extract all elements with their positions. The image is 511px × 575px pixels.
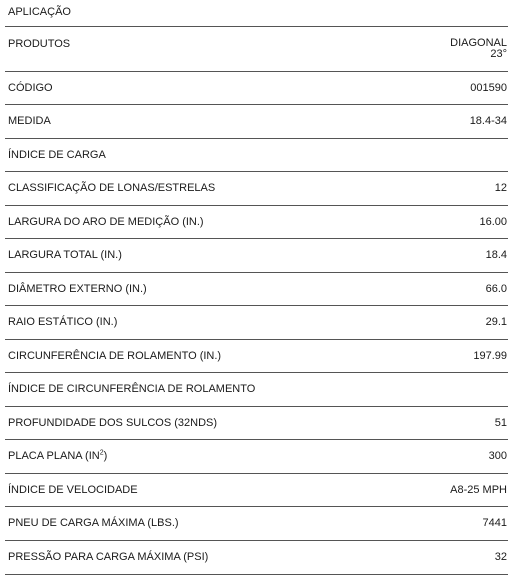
spec-value: 18.4 (485, 249, 507, 261)
spec-row-circunferencia-rolamento (5, 340, 508, 373)
spec-label: PRESSÃO PARA CARGA MÁXIMA (PSI) (8, 551, 209, 563)
spec-row-codigo (5, 72, 508, 105)
spec-value: 51 (494, 417, 507, 429)
spec-label: PROFUNDIDADE DOS SULCOS (32NDS) (8, 417, 218, 429)
spec-row-diametro-externo (5, 273, 508, 306)
spec-label: DIÂMETRO EXTERNO (IN.) (8, 283, 147, 295)
spec-row-pneu-carga-maxima (5, 507, 508, 541)
spec-label-superscript: 2 (99, 449, 104, 457)
spec-row-medida (5, 105, 508, 139)
spec-label: RAIO ESTÁTICO (IN.) (8, 316, 118, 328)
spec-row-placa-plana (5, 440, 508, 474)
spec-value: 66.0 (485, 283, 507, 295)
spec-label: ÍNDICE DE CIRCUNFERÊNCIA DE ROLAMENTO (8, 383, 256, 395)
spec-value: 001590 (470, 82, 507, 94)
spec-label: LARGURA TOTAL (IN.) (8, 249, 122, 261)
spec-label: CIRCUNFERÊNCIA DE ROLAMENTO (IN.) (8, 350, 222, 362)
spec-value: 16.00 (479, 216, 507, 228)
spec-label: CÓDIGO (8, 82, 53, 94)
spec-value: 7441 (482, 517, 507, 529)
spec-label: PNEU DE CARGA MÁXIMA (LBS.) (8, 517, 179, 529)
spec-label: LARGURA DO ARO DE MEDIÇÃO (IN.) (8, 216, 204, 228)
spec-label: PRODUTOS (8, 38, 71, 50)
spec-row-largura-aro (5, 206, 508, 239)
spec-label: MEDIDA (8, 115, 51, 127)
spec-row-profundidade-sulcos (5, 407, 508, 440)
spec-label (8, 450, 107, 462)
spec-row-produtos (5, 27, 508, 72)
spec-row-indice-velocidade (5, 474, 508, 507)
spec-label: CLASSIFICAÇÃO DE LONAS/ESTRELAS (8, 182, 216, 194)
spec-value: 18.4-34 (469, 115, 507, 127)
spec-row-classificacao-lonas (5, 172, 508, 206)
spec-value: 32 (494, 551, 507, 563)
spec-value-line: DIAGONAL (450, 37, 507, 49)
spec-row-indice-de-carga (5, 139, 508, 172)
spec-label-text: PLACA PLANA (IN (8, 450, 100, 462)
spec-label: APLICAÇÃO (8, 6, 71, 18)
spec-value: 300 (488, 450, 507, 462)
spec-value: A8-25 MPH (450, 484, 507, 496)
spec-row-largura-total (5, 239, 508, 273)
spec-row-indice-circunferencia-rolamento (5, 373, 508, 407)
spec-label: ÍNDICE DE VELOCIDADE (8, 484, 138, 496)
spec-table (5, 0, 508, 575)
spec-label: ÍNDICE DE CARGA (8, 149, 106, 161)
spec-value-line: 23° (490, 48, 507, 60)
spec-value: 29.1 (485, 316, 507, 328)
spec-value: 12 (494, 182, 507, 194)
spec-label-text-end: ) (103, 450, 108, 462)
spec-value (450, 38, 508, 60)
spec-row-raio-estatico (5, 306, 508, 340)
spec-row-aplicacao (5, 0, 508, 27)
spec-value: 197.99 (473, 350, 507, 362)
